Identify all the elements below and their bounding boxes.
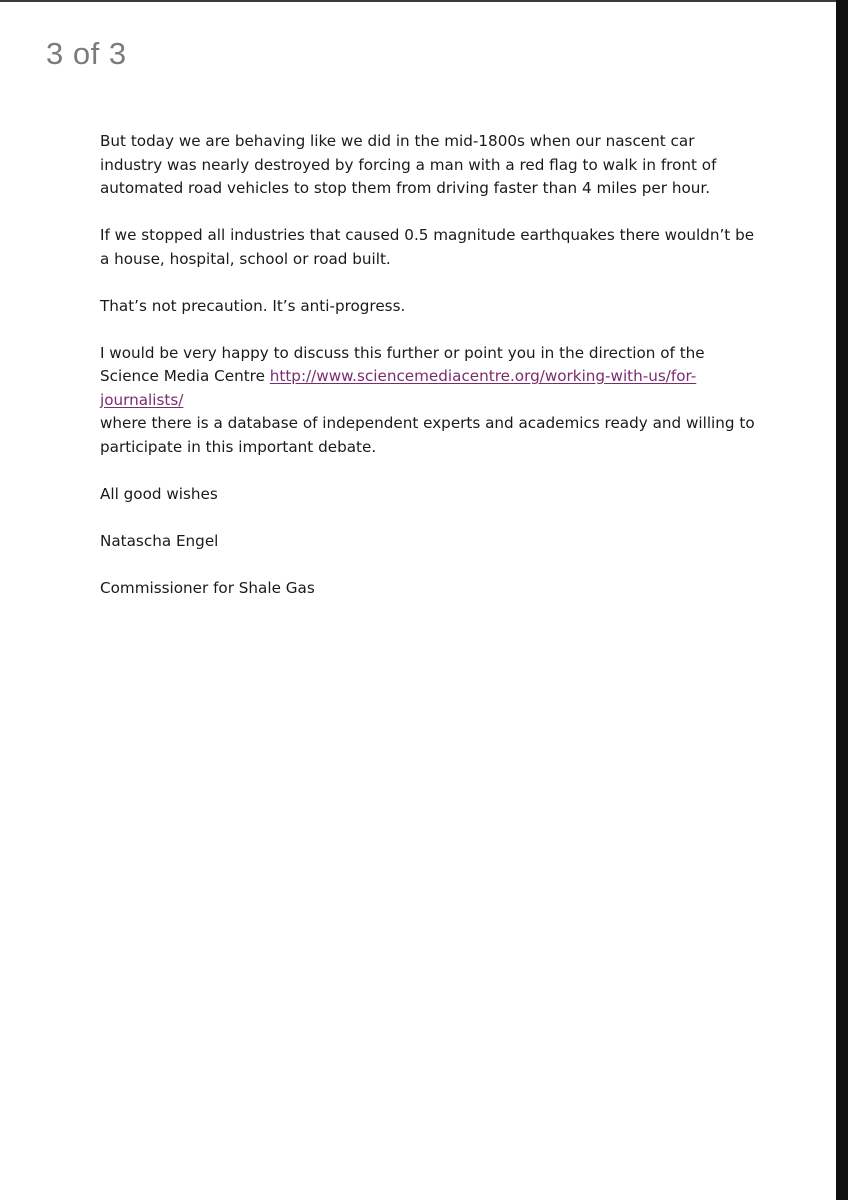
smc-link[interactable]: http://www.sciencemediacentre.org/working-with-us/for-journalists/ (100, 367, 697, 409)
signature-title: Commissioner for Shale Gas (100, 578, 315, 597)
page-counter: 3 of 3 (46, 36, 127, 71)
closing-line: All good wishes (100, 484, 218, 503)
smc-intro-text: I would be very happy to discuss this further or point you in the direction of the Science Media Centre (100, 343, 705, 385)
top-border (0, 0, 848, 2)
paragraph-science-media-centre (100, 342, 760, 460)
paragraph-earthquakes: If we stopped all industries that caused 0.5 magnitude earthquakes there wouldn’t be a house, hospital, school or road built. (100, 226, 755, 268)
right-edge-border (836, 0, 848, 1200)
signature-name: Natascha Engel (100, 531, 219, 550)
smc-outro-text: where there is a database of independent experts and academics ready and willing to participate in this important debate. (100, 414, 755, 456)
letter-body (100, 130, 760, 624)
paragraph-precaution: That’s not precaution. It’s anti-progress. (100, 296, 406, 315)
paragraph-red-flag: But today we are behaving like we did in the mid-1800s when our nascent car industry was nearly destroyed by forcing a man with a red flag to walk in front of automated road vehicles to stop them from driving faster than 4 miles per hour. (100, 132, 717, 197)
